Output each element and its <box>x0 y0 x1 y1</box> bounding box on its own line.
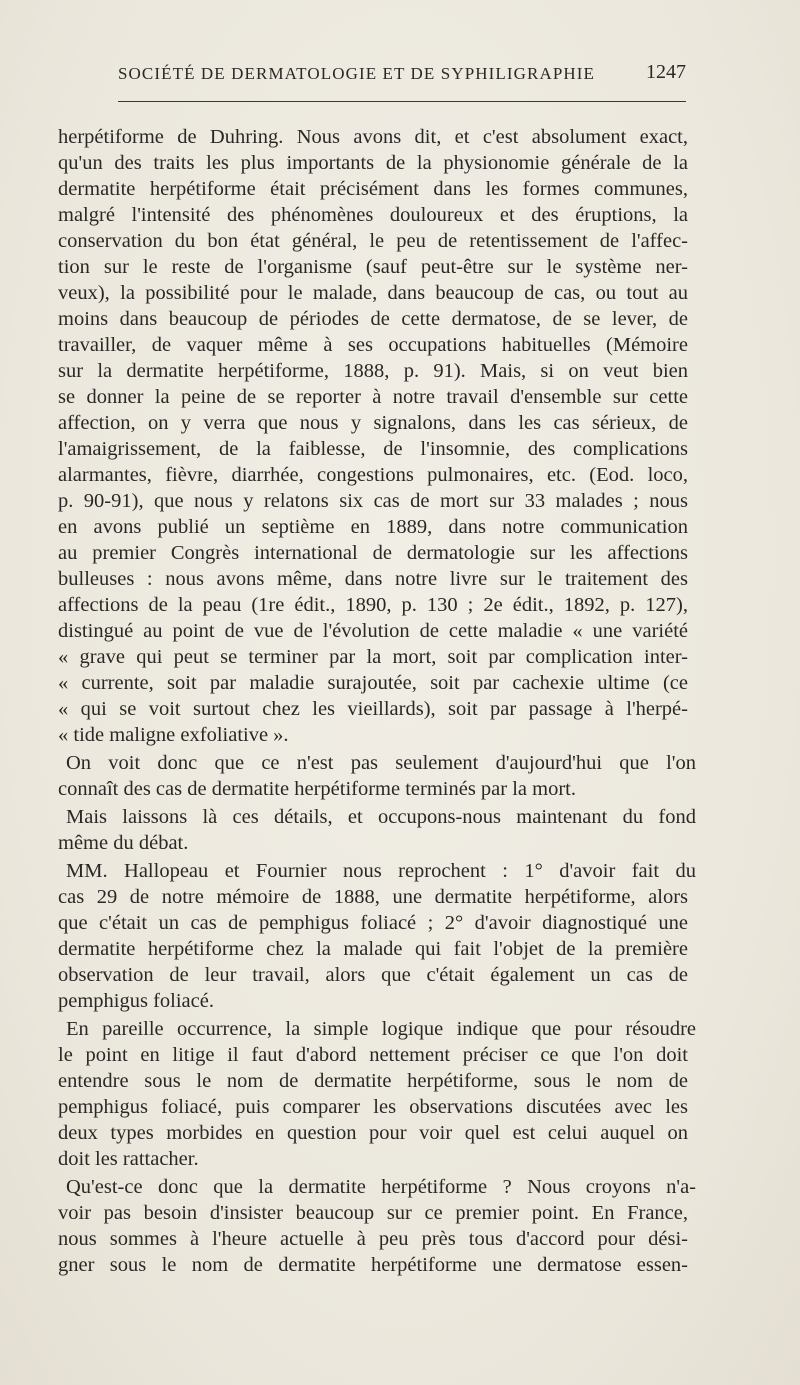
text-line: travailler, de vaquer même à ses occupations habituelles (Mémoire <box>58 334 688 356</box>
text-line: affection, on y verra que nous y signalons, dans les cas sérieux, de <box>58 412 688 434</box>
text-line: veux), la possibilité pour le malade, dans beaucoup de cas, ou tout au <box>58 282 688 304</box>
text-line: p. 90-91), que nous y relatons six cas de mort sur 33 malades ; nous <box>58 490 688 512</box>
text-line: observation de leur travail, alors que c'était également un cas de <box>58 964 688 986</box>
text-line: « currente, soit par maladie surajoutée, soit par cachexie ultime (ce <box>58 672 688 694</box>
text-line: se donner la peine de se reporter à notre travail d'ensemble sur cette <box>58 386 688 408</box>
text-line: tion sur le reste de l'organisme (sauf peut-être sur le système ner- <box>58 256 688 278</box>
text-line: que c'était un cas de pemphigus foliacé ; 2° d'avoir diagnostiqué une <box>58 912 688 934</box>
text-line: « grave qui peut se terminer par la mort, soit par complication inter- <box>58 646 688 668</box>
running-title: SOCIÉTÉ DE DERMATOLOGIE ET DE SYPHILIGRAPHIE <box>118 64 596 83</box>
running-header <box>118 61 686 88</box>
text-line: au premier Congrès international de dermatologie sur les affections <box>58 542 688 564</box>
page-number: 1247 <box>646 61 686 83</box>
text-line: bulleuses : nous avons même, dans notre livre sur le traitement des <box>58 568 688 590</box>
text-line: moins dans beaucoup de périodes de cette dermatose, de se lever, de <box>58 308 688 330</box>
text-line: affections de la peau (1re édit., 1890, p. 130 ; 2e édit., 1892, p. 127), <box>58 594 688 616</box>
text-line: doit les rattacher. <box>58 1148 199 1170</box>
text-line: entendre sous le nom de dermatite herpétiforme, sous le nom de <box>58 1070 688 1092</box>
text-line: en avons publié un septième en 1889, dans notre communication <box>58 516 688 538</box>
text-line: deux types morbides en question pour voir quel est celui auquel on <box>58 1122 688 1144</box>
text-line: dermatite herpétiforme chez la malade qui fait l'objet de la première <box>58 938 688 960</box>
text-line: pemphigus foliacé, puis comparer les observations discutées avec les <box>58 1096 688 1118</box>
text-line: dermatite herpétiforme était précisément dans les formes communes, <box>58 178 688 200</box>
text-line: même du débat. <box>58 832 189 854</box>
text-line: gner sous le nom de dermatite herpétiforme une dermatose essen- <box>58 1254 688 1276</box>
text-line: connaît des cas de dermatite herpétiforme terminés par la mort. <box>58 778 576 800</box>
text-line: voir pas besoin d'insister beaucoup sur ce premier point. En France, <box>58 1202 688 1224</box>
text-line: MM. Hallopeau et Fournier nous reprochent : 1° d'avoir fait du <box>66 860 696 882</box>
text-line: pemphigus foliacé. <box>58 990 214 1012</box>
text-line: qu'un des traits les plus importants de la physionomie générale de la <box>58 152 688 174</box>
text-line: Mais laissons là ces détails, et occupons-nous maintenant du fond <box>66 806 696 828</box>
text-line: le point en litige il faut d'abord nettement préciser ce que l'on doit <box>58 1044 688 1066</box>
text-line: l'amaigrissement, de la faiblesse, de l'insomnie, des complications <box>58 438 688 460</box>
text-line: malgré l'intensité des phénomènes douloureux et des éruptions, la <box>58 204 688 226</box>
text-line: nous sommes à l'heure actuelle à peu près tous d'accord pour dési- <box>58 1228 688 1250</box>
text-line: En pareille occurrence, la simple logique indique que pour résoudre <box>66 1018 696 1040</box>
text-line: conservation du bon état général, le peu de retentissement de l'affec- <box>58 230 688 252</box>
text-line: alarmantes, fièvre, diarrhée, congestions pulmonaires, etc. (Eod. loco, <box>58 464 688 486</box>
text-line: On voit donc que ce n'est pas seulement d'aujourd'hui que l'on <box>66 752 696 774</box>
text-line: « qui se voit surtout chez les vieillards), soit par passage à l'herpé- <box>58 698 688 720</box>
text-line: cas 29 de notre mémoire de 1888, une dermatite herpétiforme, alors <box>58 886 688 908</box>
header-rule <box>118 101 686 102</box>
text-line: Qu'est-ce donc que la dermatite herpétiforme ? Nous croyons n'a- <box>66 1176 696 1198</box>
text-line: « tide maligne exfoliative ». <box>58 724 289 746</box>
text-line: herpétiforme de Duhring. Nous avons dit, et c'est absolument exact, <box>58 126 688 148</box>
text-line: distingué au point de vue de l'évolution de cette maladie « une variété <box>58 620 688 642</box>
text-line: sur la dermatite herpétiforme, 1888, p. 91). Mais, si on veut bien <box>58 360 688 382</box>
